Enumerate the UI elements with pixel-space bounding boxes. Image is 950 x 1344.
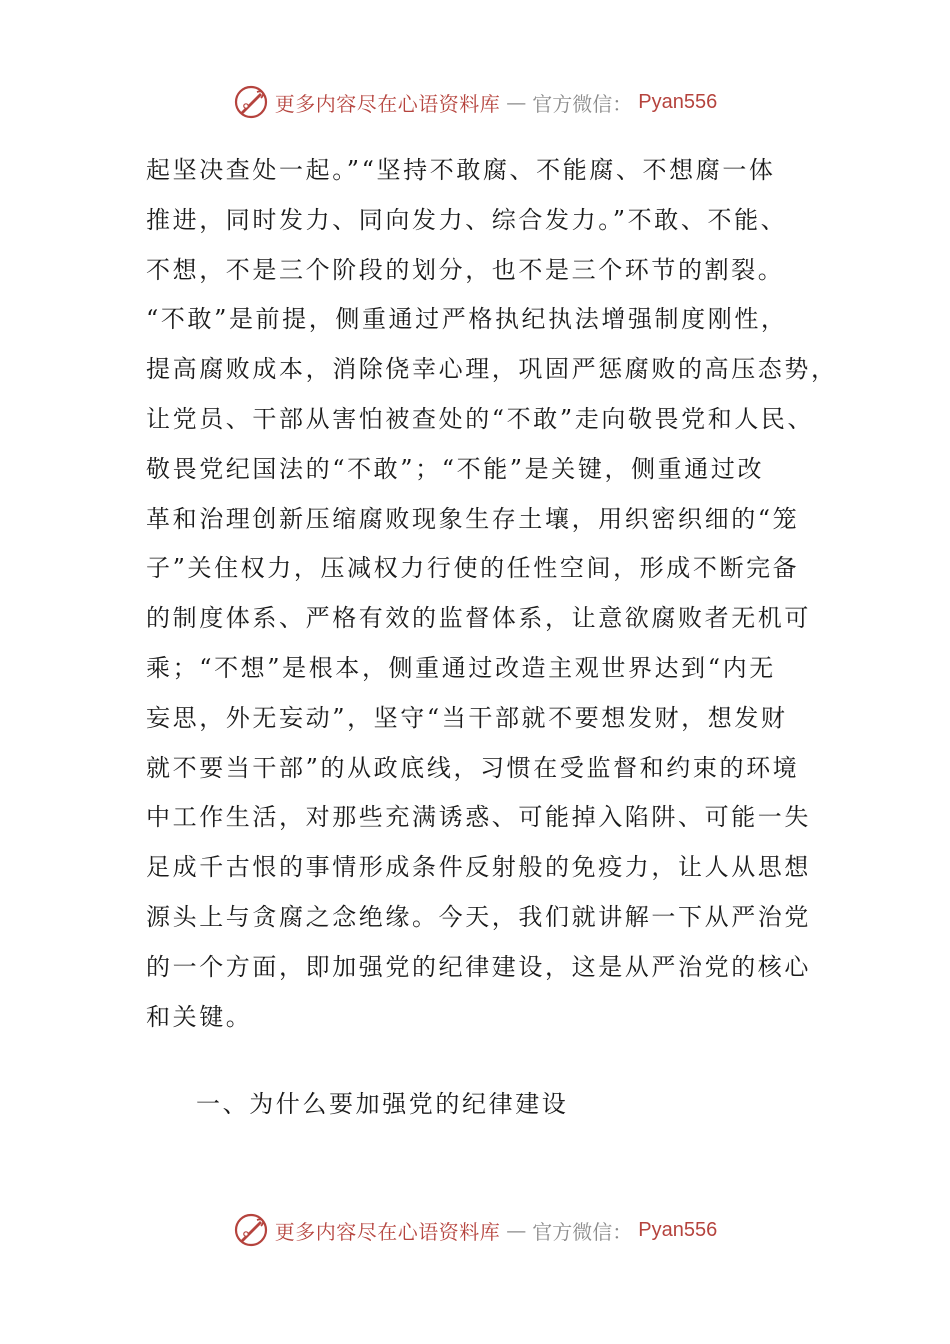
quill-logo-icon: [233, 84, 269, 120]
body-line: 就不要当干部”的从政底线，习惯在受监督和约束的环境: [146, 753, 800, 782]
body-line: 起坚决查处一起。”“坚持不敢腐、不能腐、不想腐一体: [146, 156, 776, 184]
body-line: 提高腐败成本，消除侥幸心理，巩固严惩腐败的高压态势，: [146, 355, 838, 384]
body-line: 让党员、干部从害怕被查处的“不敢”走向敬畏党和人民、: [146, 404, 815, 433]
banner-brand-text: 更多内容尽在心语资料库: [274, 1219, 501, 1244]
header-banner: [0, 84, 950, 120]
body-paragraph: [146, 146, 838, 1042]
body-line: 推进，同时发力、同向发力、综合发力。”不敢、不能、: [146, 205, 788, 234]
banner-wechat-id: Pyan556: [638, 90, 718, 113]
quill-logo-icon: [233, 1212, 269, 1248]
body-line: 子”关住权力，压减权力行使的任性空间，形成不断完备: [146, 554, 800, 583]
body-line: 的制度体系、严格有效的监督体系，让意欲腐败者无机可: [146, 604, 811, 633]
banner-dash: —: [506, 1218, 527, 1242]
body-line: 中工作生活，对那些充满诱惑、可能掉入陷阱、可能一失: [146, 803, 811, 832]
banner-brand-text: 更多内容尽在心语资料库: [274, 91, 501, 116]
section-heading: 一、为什么要加强党的纪律建设: [196, 1090, 569, 1118]
body-line: “不敢”是前提，侧重通过严格执纪执法增强制度刚性，: [146, 305, 788, 334]
body-line: 源头上与贪腐之念绝缘。今天，我们就讲解一下从严治党: [146, 902, 811, 931]
footer-banner: [0, 1212, 950, 1248]
banner-wechat-label: 官方微信：: [532, 1219, 633, 1244]
body-line: 足成千古恨的事情形成条件反射般的免疫力，让人从思想: [146, 853, 811, 882]
body-line: 革和治理创新压缩腐败现象生存土壤，用织密织细的“笼: [146, 504, 800, 533]
banner-wechat-id: Pyan556: [638, 1218, 718, 1241]
body-line: 和关键。: [146, 1002, 253, 1031]
banner-wechat-label: 官方微信：: [532, 91, 633, 116]
body-line: 不想，不是三个阶段的划分，也不是三个环节的割裂。: [146, 255, 785, 284]
body-line: 妄思，外无妄动”，坚守“当干部就不要想发财，想发财: [146, 703, 788, 732]
banner-dash: —: [506, 90, 527, 114]
body-line: 敬畏党纪国法的“不敢”；“不能”是关键，侧重通过改: [146, 454, 765, 483]
body-line: 乘；“不想”是根本，侧重通过改造主观世界达到“内无: [146, 653, 776, 682]
body-line: 的一个方面，即加强党的纪律建设，这是从严治党的核心: [146, 952, 811, 981]
